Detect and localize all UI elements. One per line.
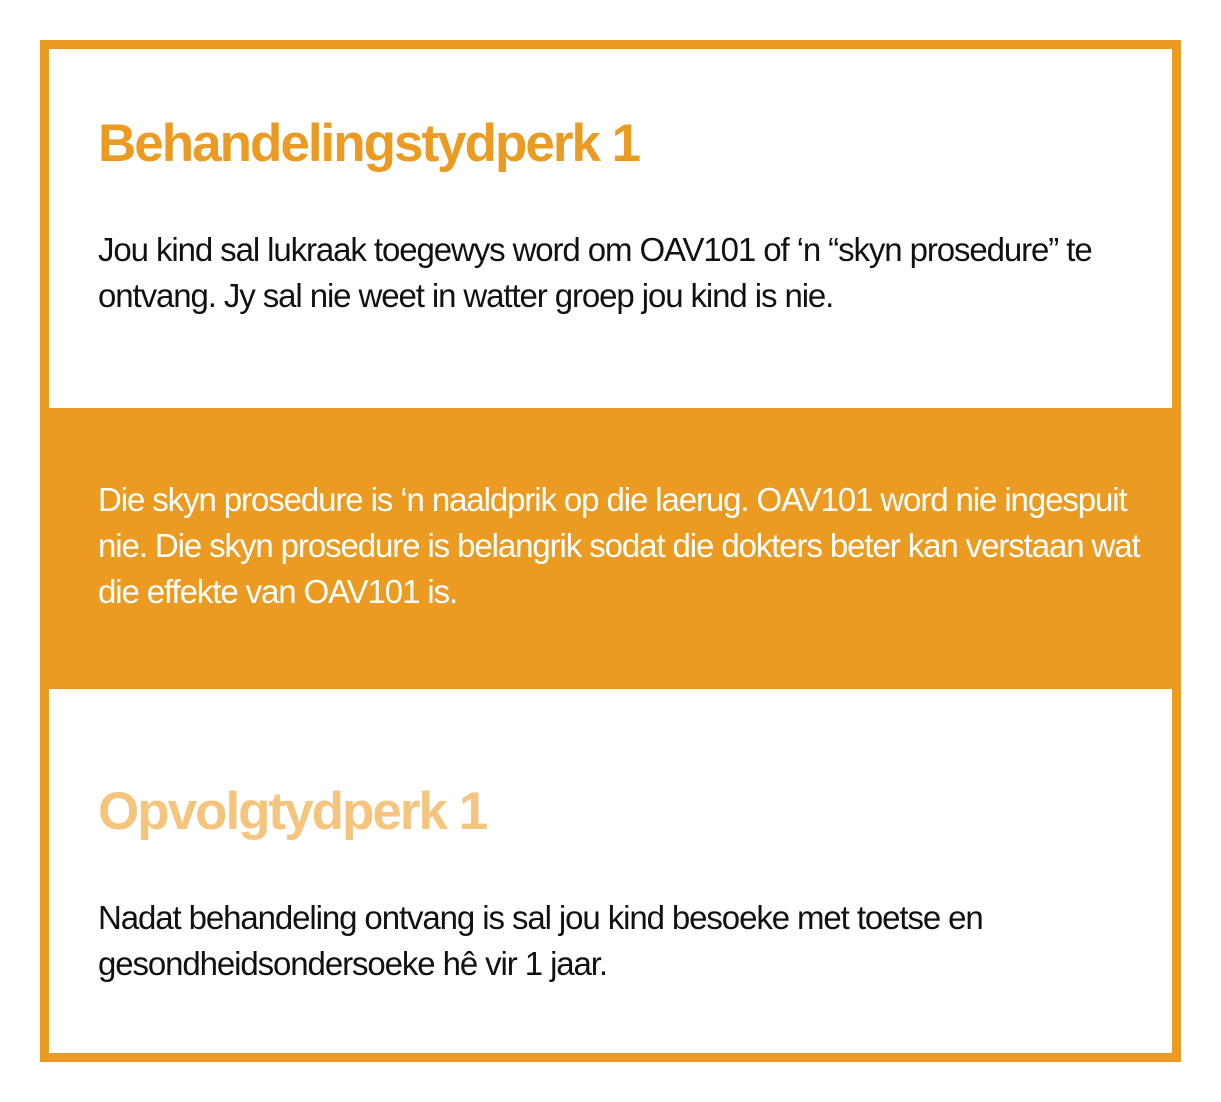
sham-procedure-text: Die skyn prosedure is ‘n naaldprik op die laerug. OAV101 word nie ingespuit nie. Die skyn prosedure is belangrik sodat die dokters beter kan verstaan wat die effekte van OAV101 is. xyxy=(98,481,1140,610)
follow-up-period-heading: Opvolgtydperk 1 xyxy=(98,782,487,841)
follow-up-period-text: Nadat behandeling ontvang is sal jou kind besoeke met toetse en gesondheidsondersoeke hê vir 1 jaar. xyxy=(98,899,983,982)
info-card xyxy=(40,40,1181,1062)
sham-procedure-callout xyxy=(49,408,1172,689)
follow-up-period-section xyxy=(49,689,1172,1062)
treatment-period-section xyxy=(49,49,1172,408)
treatment-period-heading: Behandelingstydperk 1 xyxy=(98,114,640,173)
treatment-period-text: Jou kind sal lukraak toegewys word om OAV101 of ‘n “skyn prosedure” te ontvang. Jy sal nie weet in watter groep jou kind is nie. xyxy=(98,231,1092,314)
